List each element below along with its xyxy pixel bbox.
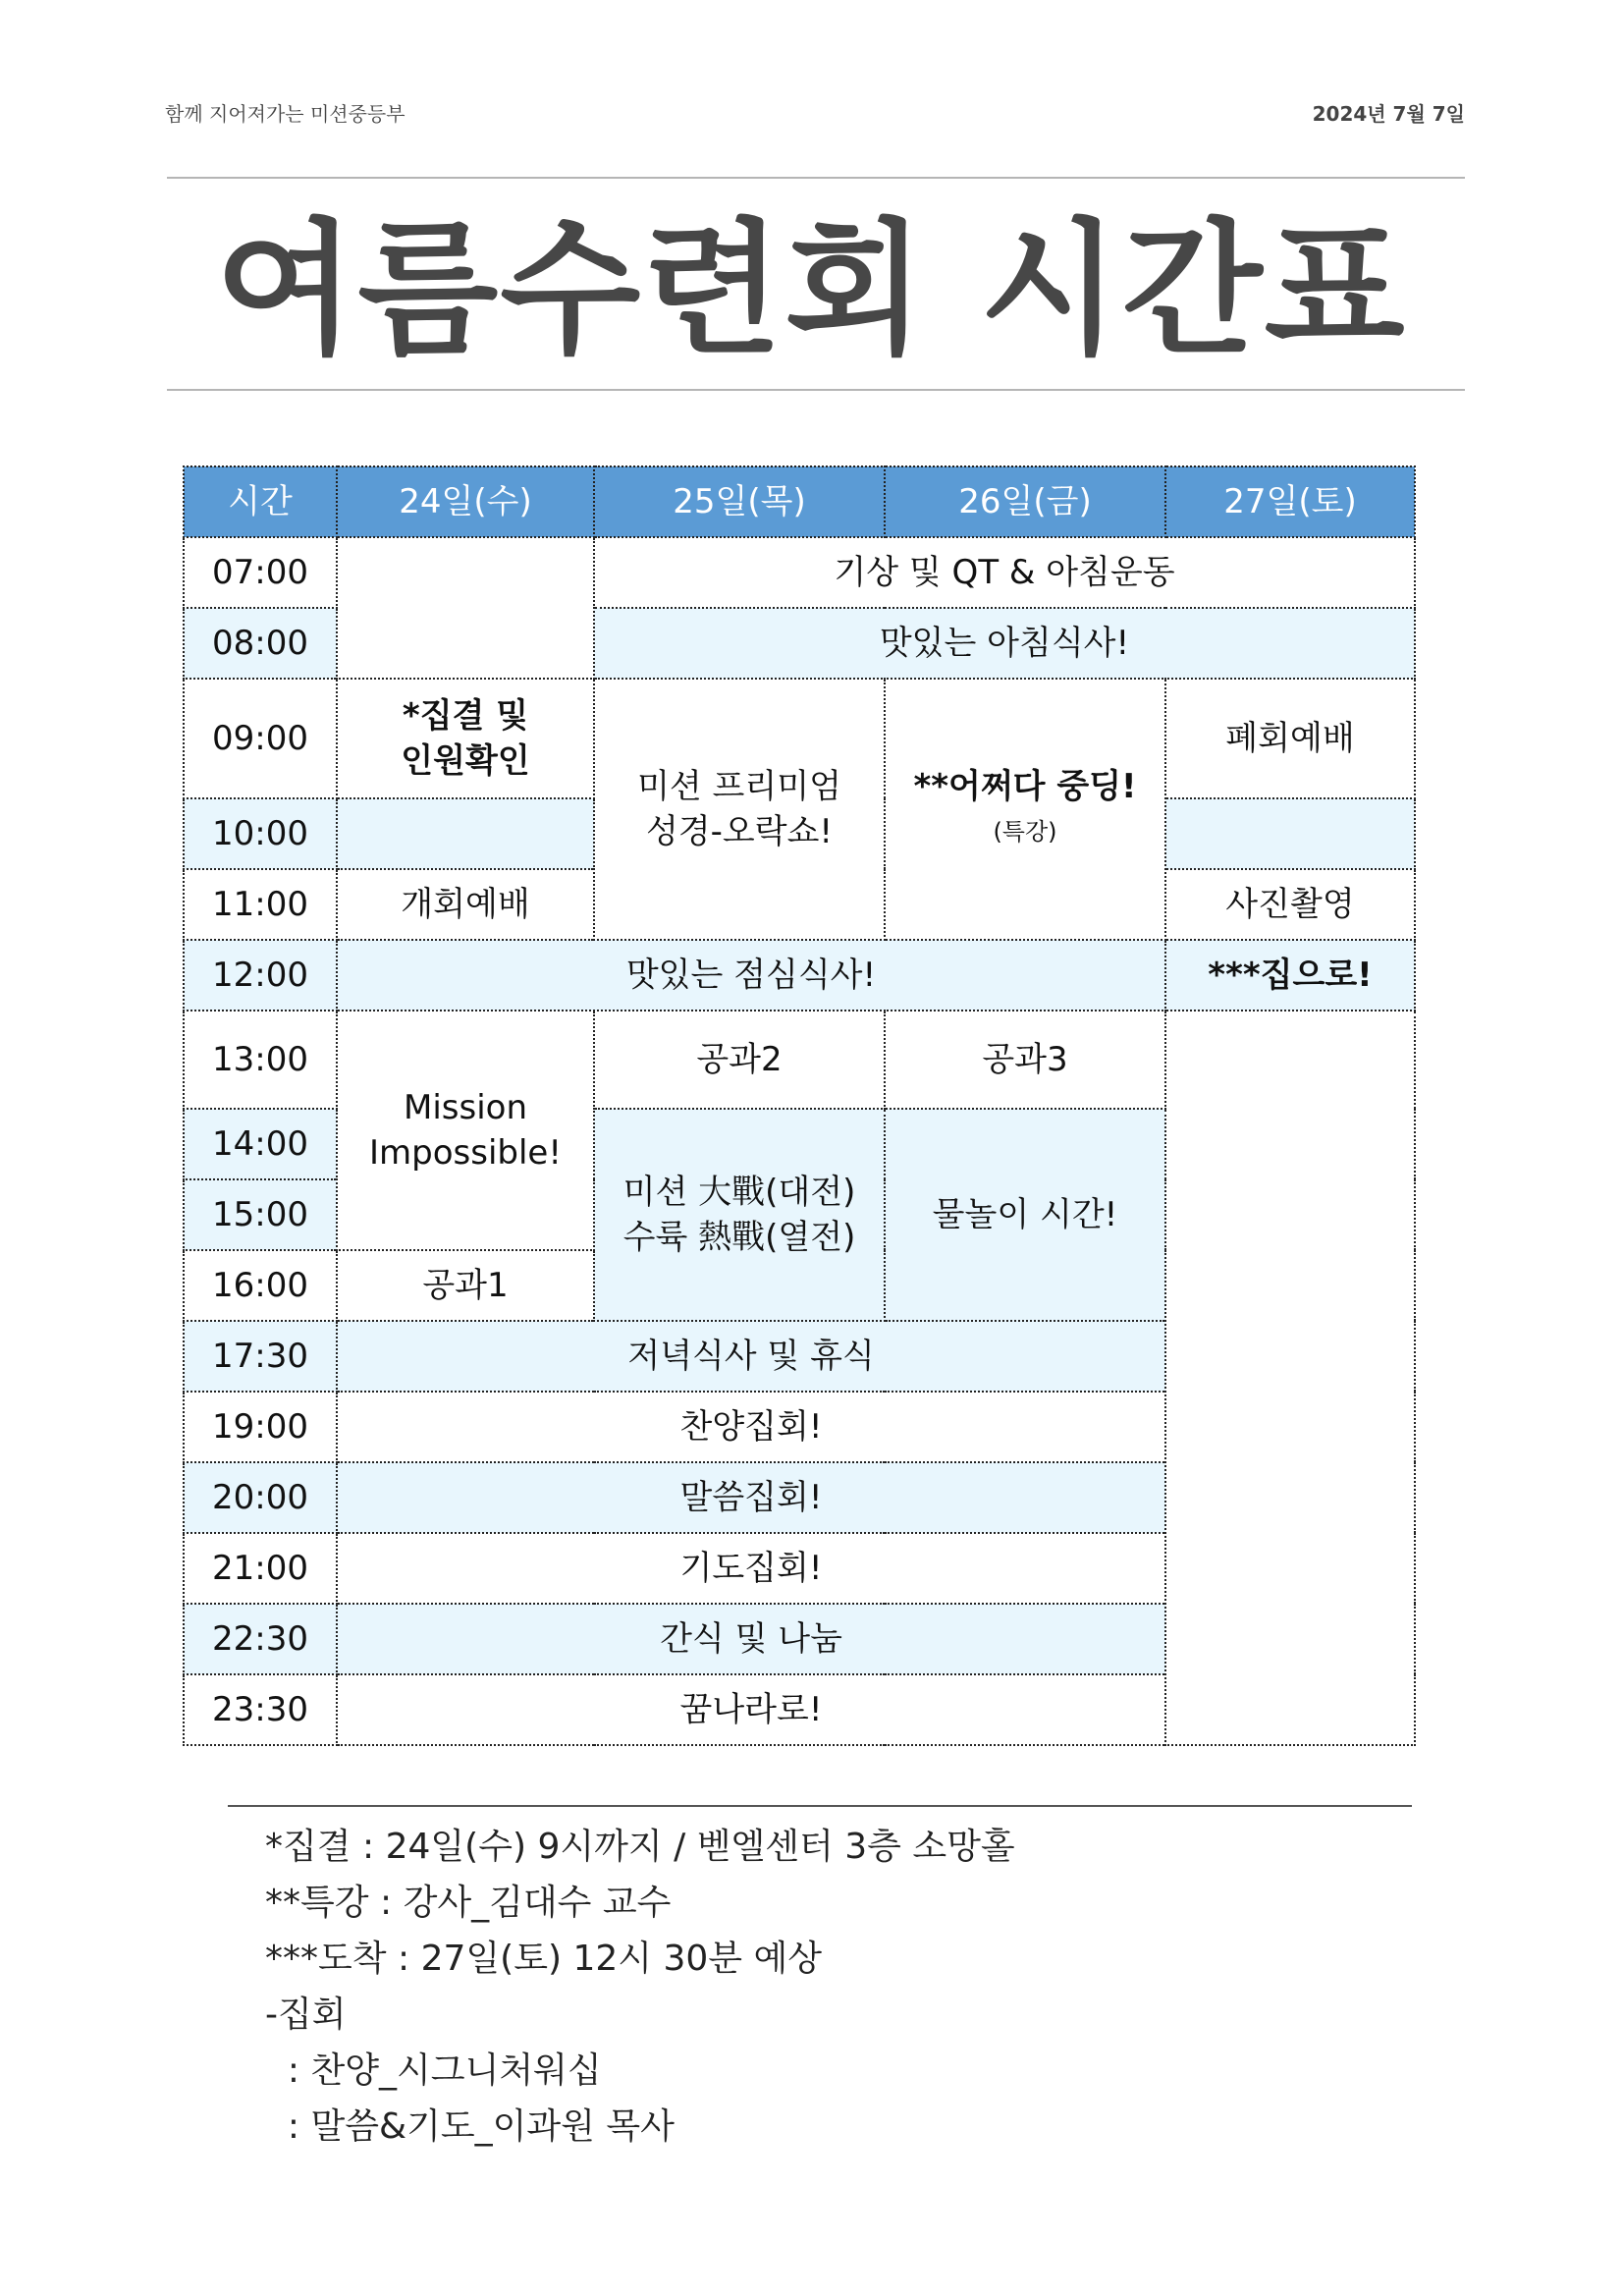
time-cell: 13:00 xyxy=(184,1011,337,1109)
header-row xyxy=(184,466,1415,537)
gather-line1: *집결 및 xyxy=(402,696,529,736)
lesson3-cell: 공과3 xyxy=(885,1011,1165,1109)
page-title: 여름수련회 시간표 xyxy=(215,205,1407,374)
header-day-25: 25일(목) xyxy=(594,466,885,537)
doc-date: 2024년 7월 7일 xyxy=(1312,102,1465,126)
time-cell: 16:00 xyxy=(184,1250,337,1321)
special-line2: (특강) xyxy=(993,818,1057,846)
empty-cell xyxy=(1165,1011,1415,1745)
breakfast-cell: 맛있는 아침식사! xyxy=(594,608,1415,679)
mission-battle-cell xyxy=(594,1109,885,1321)
water-play-cell: 물놀이 시간! xyxy=(885,1109,1165,1321)
table-row xyxy=(184,679,1415,798)
praise-cell: 찬양집회! xyxy=(337,1392,1165,1462)
lunch-cell: 맛있는 점심식사! xyxy=(337,940,1165,1011)
empty-cell xyxy=(337,798,594,869)
word-cell: 말씀집회! xyxy=(337,1462,1165,1533)
snack-cell: 간식 및 나눔 xyxy=(337,1604,1165,1674)
title-divider xyxy=(167,389,1465,391)
org-name: 함께 지어져가는 미션중등부 xyxy=(165,102,406,126)
bible-line2: 성경-오락쇼! xyxy=(645,812,834,851)
header-day-24: 24일(수) xyxy=(337,466,594,537)
note-line: **특강 : 강사_김대수 교수 xyxy=(265,1883,672,1923)
note-line: : 찬양_시그니처워십 xyxy=(265,2050,602,2091)
time-cell: 14:00 xyxy=(184,1109,337,1179)
photo-cell: 사진촬영 xyxy=(1165,869,1415,940)
dinner-cell: 저녁식사 및 휴식 xyxy=(337,1321,1165,1392)
mission-line2: Impossible! xyxy=(369,1133,562,1173)
prayer-cell: 기도집회! xyxy=(337,1533,1165,1604)
time-cell: 12:00 xyxy=(184,940,337,1011)
header-day-27: 27일(토) xyxy=(1165,466,1415,537)
sleep-cell: 꿈나라로! xyxy=(337,1674,1165,1745)
top-divider xyxy=(167,177,1465,179)
note-line: -집회 xyxy=(265,1995,347,2035)
notes xyxy=(265,1819,1015,2155)
note-line: : 말씀&기도_이과원 목사 xyxy=(265,2106,675,2147)
battle-line2: 수륙 熱戰(열전) xyxy=(622,1218,856,1257)
bible-line1: 미션 프리미엄 xyxy=(637,767,841,806)
bible-show-cell xyxy=(594,679,885,940)
notes-divider xyxy=(228,1805,1412,1807)
header-time: 시간 xyxy=(184,466,337,537)
time-cell: 15:00 xyxy=(184,1179,337,1250)
mission-impossible-cell xyxy=(337,1011,594,1250)
table-row xyxy=(184,1011,1415,1109)
battle-line1: 미션 大戰(대전) xyxy=(622,1173,856,1212)
lesson1-cell: 공과1 xyxy=(337,1250,594,1321)
special-lecture-cell xyxy=(885,679,1165,940)
note-line: *집결 : 24일(수) 9시까지 / 벧엘센터 3층 소망홀 xyxy=(265,1827,1015,1867)
mission-line1: Mission xyxy=(403,1088,527,1127)
wakeup-cell: 기상 및 QT & 아침운동 xyxy=(594,537,1415,608)
time-cell: 22:30 xyxy=(184,1604,337,1674)
empty-cell xyxy=(1165,798,1415,869)
table-row xyxy=(184,940,1415,1011)
time-cell: 08:00 xyxy=(184,608,337,679)
note-line: ***도착 : 27일(토) 12시 30분 예상 xyxy=(265,1939,823,1979)
lesson2-cell: 공과2 xyxy=(594,1011,885,1109)
time-cell: 17:30 xyxy=(184,1321,337,1392)
special-line1: **어쩌다 중딩! xyxy=(913,767,1137,806)
opening-worship-cell: 개회예배 xyxy=(337,869,594,940)
time-cell: 20:00 xyxy=(184,1462,337,1533)
time-cell: 11:00 xyxy=(184,869,337,940)
empty-cell xyxy=(337,537,594,679)
time-cell: 23:30 xyxy=(184,1674,337,1745)
schedule-table xyxy=(183,465,1416,1746)
time-cell: 21:00 xyxy=(184,1533,337,1604)
go-home-cell: ***집으로! xyxy=(1165,940,1415,1011)
time-cell: 07:00 xyxy=(184,537,337,608)
time-cell: 10:00 xyxy=(184,798,337,869)
gather-cell xyxy=(337,679,594,798)
header-day-26: 26일(금) xyxy=(885,466,1165,537)
time-cell: 19:00 xyxy=(184,1392,337,1462)
gather-line2: 인원확인 xyxy=(401,741,530,781)
time-cell: 09:00 xyxy=(184,679,337,798)
table-row xyxy=(184,537,1415,608)
closing-worship-cell: 폐회예배 xyxy=(1165,679,1415,798)
